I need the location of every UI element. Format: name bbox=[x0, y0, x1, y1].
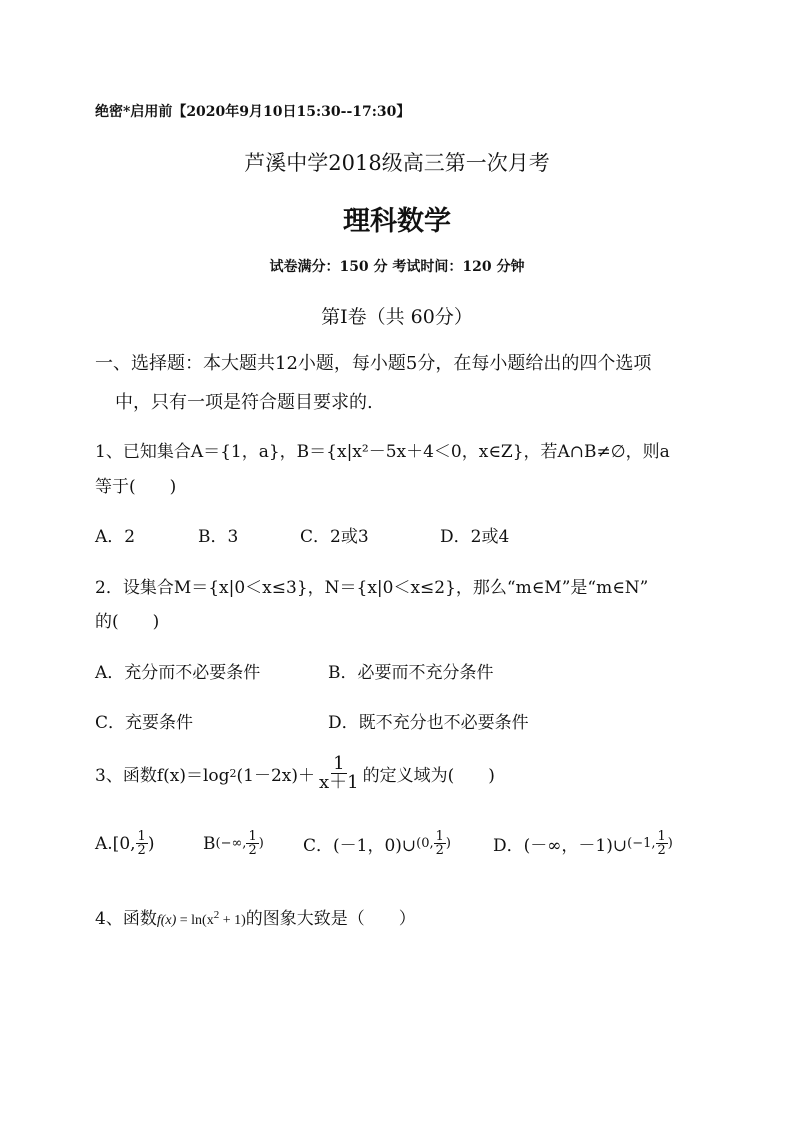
q3-option-d-half bbox=[656, 830, 668, 857]
q3-stem-prefix: 3、函数f(x)＝log bbox=[95, 766, 230, 786]
q3-stem-middle: (1－2x)＋ bbox=[236, 766, 315, 786]
q3-option-c-end: ) bbox=[445, 836, 451, 851]
half-numerator: 1 bbox=[657, 829, 666, 844]
q2-option-b: B．必要而不充分条件 bbox=[328, 663, 494, 683]
q3-option-d-interval: (−1, bbox=[627, 836, 656, 851]
q3-option-d bbox=[493, 830, 673, 857]
instructions-line1: 一、选择题：本大题共12小题，每小题5分，在每小题给出的四个选项 bbox=[95, 353, 652, 374]
q2-stem-line2: 的( ) bbox=[95, 612, 160, 632]
half-denominator: 2 bbox=[435, 843, 444, 858]
q3-option-c-half bbox=[434, 830, 446, 857]
q3-option-a-start: A.[0, bbox=[95, 833, 136, 854]
q3-option-b-label: B bbox=[203, 833, 216, 854]
q4-stem-prefix: 4、函数 bbox=[95, 909, 157, 929]
subject-title: 理科数学 bbox=[343, 206, 451, 237]
q3-fraction-numerator: 1 bbox=[333, 753, 345, 774]
q3-option-d-start: D．(－∞，－1)∪ bbox=[493, 836, 628, 856]
q2-stem-line1: 2．设集合M＝{x|0＜x≤3}，N＝{x|0＜x≤2}，那么“m∈M”是“m∈N” bbox=[95, 578, 649, 598]
q3-stem-suffix: 的定义域为( ) bbox=[362, 766, 495, 786]
half-denominator: 2 bbox=[137, 843, 146, 858]
q3-option-a-end: ) bbox=[147, 833, 155, 854]
q3-fraction bbox=[317, 755, 361, 792]
q4-stem-suffix: 的图象大致是（ ） bbox=[245, 909, 416, 929]
half-denominator: 2 bbox=[657, 843, 666, 858]
q2-option-d: D．既不充分也不必要条件 bbox=[328, 713, 529, 733]
exam-info: 试卷满分：150 分 考试时间：120 分钟 bbox=[269, 259, 525, 275]
half-numerator: 1 bbox=[435, 829, 444, 844]
q1-stem-line1: 1、已知集合A＝{1，a}，B＝{x|x²－5x＋4＜0，x∈Z}，若A∩B≠∅，则a bbox=[95, 442, 670, 462]
q3-option-c bbox=[303, 830, 451, 857]
q1-option-a: A．2 bbox=[95, 527, 136, 547]
q4-formula-fx: f(x) bbox=[156, 913, 177, 928]
instructions-line2: 中，只有一项是符合题目要求的. bbox=[115, 392, 373, 413]
q3-option-b-interval: (−∞, bbox=[215, 836, 247, 851]
q4-formula-tail: + 1) bbox=[219, 913, 246, 928]
q2-option-c: C．充要条件 bbox=[95, 713, 194, 733]
q4-formula-exponent: 2 bbox=[213, 909, 220, 921]
q4-formula-eq: = ln(x bbox=[176, 913, 214, 928]
q1-option-c: C．2或3 bbox=[300, 527, 369, 547]
half-numerator: 1 bbox=[137, 829, 146, 844]
half-numerator: 1 bbox=[248, 829, 257, 844]
q2-option-a: A．充分而不必要条件 bbox=[95, 663, 261, 683]
q1-stem-line2: 等于( ) bbox=[95, 477, 177, 497]
q3-option-a-half bbox=[136, 830, 148, 857]
q3-log-base: 2 bbox=[229, 767, 237, 780]
q3-option-c-start: C．(－1，0)∪ bbox=[303, 836, 417, 856]
q3-option-b-end: ) bbox=[258, 836, 264, 851]
q3-fraction-denominator: x＋1 bbox=[319, 772, 359, 793]
q4-formula bbox=[156, 909, 246, 928]
q3-option-b bbox=[203, 830, 264, 857]
q3-option-c-interval: (0, bbox=[416, 836, 434, 851]
exam-school-title: 芦溪中学2018级高三第一次月考 bbox=[244, 151, 550, 175]
q4-stem bbox=[95, 904, 416, 929]
part1-title: 第Ⅰ卷（共 60分） bbox=[321, 306, 473, 328]
q3-option-d-end: ) bbox=[667, 836, 673, 851]
q3-option-a bbox=[95, 830, 154, 857]
half-denominator: 2 bbox=[248, 843, 257, 858]
q3-option-b-half bbox=[246, 830, 258, 857]
q1-option-d: D．2或4 bbox=[440, 527, 510, 547]
secret-note: 绝密*启用前【2020年9月10日15:30--17:30】 bbox=[95, 104, 411, 120]
q1-option-b: B．3 bbox=[198, 527, 239, 547]
q3-stem bbox=[95, 755, 495, 792]
